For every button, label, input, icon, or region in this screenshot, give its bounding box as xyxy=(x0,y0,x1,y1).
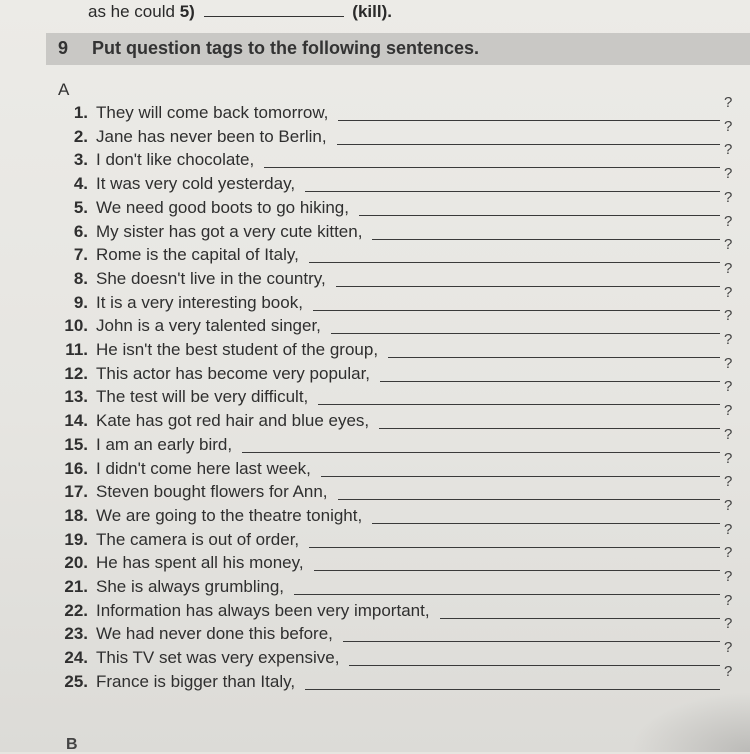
question-mark: ? xyxy=(724,141,733,159)
exercise-item xyxy=(50,236,750,267)
answer-blank[interactable] xyxy=(349,665,720,666)
question-mark: ? xyxy=(724,544,733,562)
answer-blank[interactable] xyxy=(313,310,720,311)
exercise-item xyxy=(50,425,750,457)
exercise-item xyxy=(50,591,750,623)
exercise-item xyxy=(50,283,750,315)
exercise-item xyxy=(50,94,750,125)
question-mark: ? xyxy=(724,615,733,633)
question-mark: ? xyxy=(724,117,733,135)
question-mark: ? xyxy=(724,639,733,657)
exercise-number: 1. xyxy=(73,103,88,122)
exercise-item xyxy=(50,141,750,172)
question-mark: ? xyxy=(724,212,733,230)
answer-blank[interactable] xyxy=(338,499,720,500)
exercise-number: 4. xyxy=(73,174,88,194)
page-shadow xyxy=(630,692,750,752)
question-mark: ? xyxy=(724,259,733,277)
exercise-number: 6. xyxy=(73,221,88,241)
question-mark: ? xyxy=(724,449,733,467)
exercise-sentence: The test will be very difficult, xyxy=(96,387,309,407)
exercise-item xyxy=(50,402,750,433)
exercise-sentence: France is bigger than Italy, xyxy=(96,671,296,691)
question-mark: ? xyxy=(724,425,733,443)
question-mark: ? xyxy=(724,568,733,585)
exercise-number: 12. xyxy=(64,363,88,383)
question-mark: ? xyxy=(724,165,733,183)
exercise-item xyxy=(50,544,750,575)
exercise-number: 7. xyxy=(73,245,88,265)
exercise-number: 8. xyxy=(73,268,88,288)
exercise-sentence: It was very cold yesterday, xyxy=(96,174,296,194)
question-mark: ? xyxy=(724,473,733,491)
exercise-number: 23. xyxy=(64,624,88,644)
exercise-sentence: My sister has got a very cute kitten, xyxy=(96,221,363,241)
part-a-label: A xyxy=(58,80,70,99)
exercise-sentence: I am an early bird, xyxy=(96,434,233,454)
exercise-item xyxy=(50,378,750,409)
question-mark: ? xyxy=(724,378,733,396)
answer-blank[interactable] xyxy=(343,641,720,642)
answer-blank[interactable] xyxy=(336,286,720,287)
answer-blank[interactable] xyxy=(388,357,720,358)
exercise-number: 10. xyxy=(64,316,88,336)
part-b-label: B xyxy=(66,736,78,753)
exercise-sentence: The camera is out of order, xyxy=(96,529,300,549)
exercise-number: 3. xyxy=(73,150,88,170)
answer-blank[interactable] xyxy=(380,381,720,382)
question-mark: ? xyxy=(724,188,733,206)
question-mark: ? xyxy=(724,354,733,372)
exercise-number: 19. xyxy=(64,529,88,549)
exercise-sentence: We are going to the theatre tonight, xyxy=(96,505,363,525)
exercise-item xyxy=(50,615,750,646)
exercise-number: 22. xyxy=(64,600,88,620)
answer-blank[interactable] xyxy=(440,618,720,619)
question-mark: ? xyxy=(724,331,733,348)
exercise-sentence: Kate has got red hair and blue eyes, xyxy=(96,411,370,431)
answer-blank[interactable] xyxy=(294,594,720,595)
exercise-sentence: We need good boots to go hiking, xyxy=(96,197,349,217)
exercise-item xyxy=(50,259,750,291)
exercise-number: 18. xyxy=(64,505,88,525)
answer-blank[interactable] xyxy=(309,547,720,548)
exercise-item xyxy=(50,117,750,149)
exercise-sentence: Jane has never been to Berlin, xyxy=(96,126,327,146)
exercise-sentence: She is always grumbling, xyxy=(96,577,285,596)
answer-blank[interactable] xyxy=(264,167,720,168)
answer-blank[interactable] xyxy=(242,452,720,453)
exercise-item xyxy=(50,473,750,504)
answer-blank[interactable] xyxy=(372,523,720,524)
question-mark: ? xyxy=(724,402,733,420)
exercise-number: 21. xyxy=(64,577,88,596)
exercise-sentence: This actor has become very popular, xyxy=(96,363,371,383)
exercise-item xyxy=(50,165,750,196)
answer-blank[interactable] xyxy=(331,333,720,334)
exercise-number: 17. xyxy=(64,482,88,502)
question-mark: ? xyxy=(724,307,733,325)
exercise-item xyxy=(50,520,750,552)
exercise-number: 25. xyxy=(64,671,88,691)
previous-verb: (kill). xyxy=(352,2,392,21)
answer-blank[interactable] xyxy=(314,570,720,571)
exercise-item xyxy=(50,331,750,362)
answer-blank[interactable] xyxy=(305,689,720,690)
exercise-item xyxy=(50,307,750,338)
exercise-sentence: This TV set was very expensive, xyxy=(96,648,340,668)
exercise-sentence: Information has always been very important, xyxy=(96,600,430,620)
exercise-sentence: Steven bought flowers for Ann, xyxy=(96,482,328,502)
answer-blank[interactable] xyxy=(318,404,720,405)
exercise-sentence: They will come back tomorrow, xyxy=(96,103,329,122)
exercise-number: 13. xyxy=(64,387,88,407)
question-mark: ? xyxy=(724,520,733,538)
exercise-number: 14. xyxy=(64,411,88,431)
section-title: Put question tags to the following sentences. xyxy=(92,38,480,58)
question-mark: ? xyxy=(724,94,733,111)
exercise-item xyxy=(50,188,750,220)
exercise-sentence: We had never done this before, xyxy=(96,624,333,644)
exercise-number: 2. xyxy=(73,126,88,146)
question-mark: ? xyxy=(724,236,733,254)
exercise-item xyxy=(50,496,750,528)
exercise-number: 9. xyxy=(73,292,88,312)
exercise-item xyxy=(50,568,750,599)
exercise-number: 5. xyxy=(73,197,88,217)
answer-blank[interactable] xyxy=(338,120,720,121)
question-mark: ? xyxy=(724,283,733,301)
exercise-sentence: He isn't the best student of the group, xyxy=(96,340,379,359)
previous-number: 5) xyxy=(179,2,195,21)
question-mark: ? xyxy=(724,496,733,514)
question-mark: ? xyxy=(724,591,733,609)
exercise-sentence: She doesn't live in the country, xyxy=(96,268,326,288)
exercise-sentence: Rome is the capital of Italy, xyxy=(96,245,299,265)
answer-blank[interactable] xyxy=(379,428,720,429)
exercise-sentence: It is a very interesting book, xyxy=(96,292,303,312)
answer-blank[interactable] xyxy=(309,262,720,263)
answer-blank[interactable] xyxy=(337,144,720,145)
exercise-sentence: I don't like chocolate, xyxy=(96,150,255,170)
exercise-number: 24. xyxy=(64,648,88,668)
exercise-sentence: John is a very talented singer, xyxy=(96,316,321,336)
exercise-sentence: He has spent all his money, xyxy=(96,553,304,573)
exercise-number: 20. xyxy=(64,553,88,573)
exercise-number: 16. xyxy=(64,458,88,478)
section-number: 9 xyxy=(58,38,69,58)
answer-blank[interactable] xyxy=(359,215,720,216)
question-mark: ? xyxy=(724,662,733,680)
exercise-item xyxy=(50,639,750,670)
previous-text: as he could xyxy=(88,2,175,21)
exercise-item xyxy=(50,662,750,694)
exercise-item xyxy=(50,354,750,386)
exercise-item xyxy=(50,212,750,244)
exercise-number: 11. xyxy=(65,340,88,359)
exercise-number: 15. xyxy=(64,434,88,454)
answer-blank[interactable] xyxy=(305,191,720,192)
answer-blank[interactable] xyxy=(372,239,720,240)
exercise-sentence: I didn't come here last week, xyxy=(96,458,311,478)
answer-blank[interactable] xyxy=(321,476,720,477)
exercise-item xyxy=(50,449,750,481)
